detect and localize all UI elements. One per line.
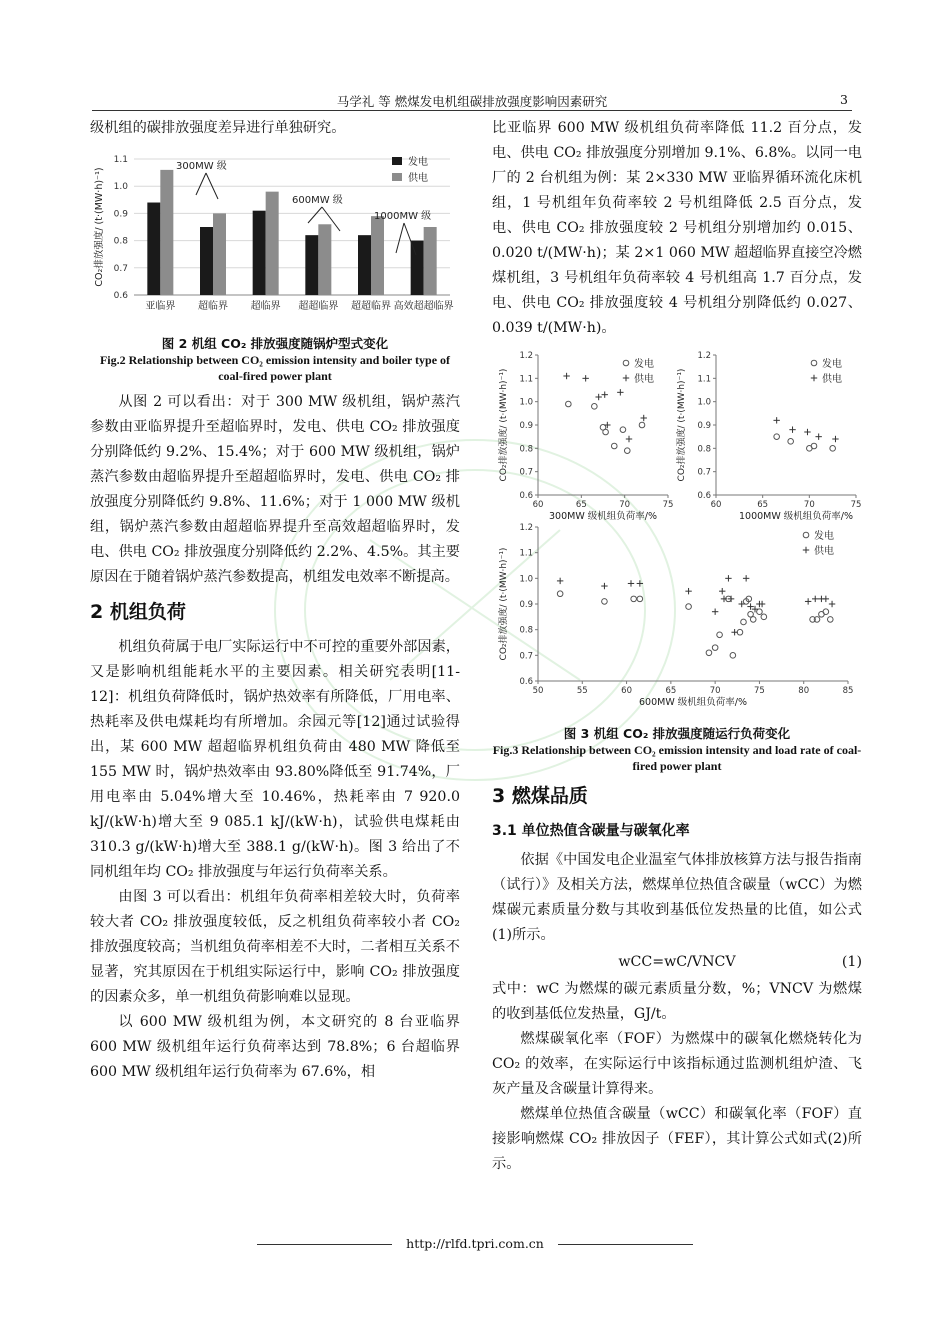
x-tick-label: 65 [665,686,677,696]
point-fadian [639,422,645,428]
point-fadian [774,434,780,440]
fig3-caption-cn: 图 3 机组 CO₂ 排放强度随运行负荷变化 [563,726,791,741]
point-gongdian [626,436,632,442]
point-gongdian [728,596,734,602]
x-axis-label: 600MW 级机组负荷率/% [639,697,747,708]
legend-marker-plus [803,547,809,553]
y-tick-label: 1.0 [519,397,533,408]
figure-2 [90,147,460,384]
footer-rule [257,1244,392,1245]
y-tick-label: 1.1 [519,374,533,385]
x-tick-label: 80 [798,686,810,696]
point-fadian [624,448,630,454]
legend-label: 供电 [634,374,654,385]
x-tick-label: 高效超超临界 [393,301,454,312]
bar-gongdian [424,227,437,295]
annotation-label: 1000MW 级 [374,211,432,222]
bar-gongdian [213,213,226,295]
formula-text: wCC=wC/VNCV [618,954,736,970]
point-fadian [620,427,626,433]
paragraph: 以 600 MW 级机组为例，本文研究的 8 台亚临界 600 MW 级机组年运行负荷率达到 78.8%；6 台超临界 600 MW 级机组年运行负荷率为 67.6%，相 [90,1014,460,1080]
annotation-pointer [404,223,416,255]
legend-label: 发电 [814,531,834,542]
point-gongdian [595,394,601,400]
x-tick-label: 70 [803,500,815,510]
paragraph: 比亚临界 600 MW 级机组负荷率降低 11.2 百分点，发电、供电 CO₂ 排放强度分别增加 9.1%、6.8%。以同一电厂的 2 台机组为例：某 2×330 MW 亚临界循环流化床机组，1 号机组年负荷率较 2 号机组降低 2.5 百分点，发电、供电 CO₂ 排放强度较 2 号机组分别增加约 0.015、0.020 t/(MW·h)；某 2×1 060 MW 超超临界直接空冷燃煤机组，3 号机组年负荷率较 4 号机组高 1.7 百分点，发电、供电 CO₂ 排放强度较 4 号机组分别降低约 0.027、0.039 t/(MW·h)。 [492,120,862,336]
fig2-bar-chart [90,147,460,327]
y-axis-label: CO₂排放强度/ (t·(MW·h)⁻¹) [94,167,105,287]
point-gongdian [829,601,835,607]
bar-fadian [358,235,371,295]
annotation-label: 300MW 级 [176,161,227,172]
point-fadian [557,591,563,597]
annotation-pointer [396,223,404,253]
point-fadian [611,443,617,449]
bar-gongdian [371,216,384,295]
point-fadian [827,617,833,623]
x-tick-label: 超临界 [198,301,228,312]
y-tick-label: 0.7 [519,651,533,662]
x-tick-label: 55 [576,686,588,696]
point-fadian [717,632,723,638]
y-tick-label: 0.7 [519,467,533,478]
point-gongdian [773,417,779,423]
point-fadian [592,404,598,410]
running-title: 马学礼 等 燃煤发电机组碳排放强度影响因素研究 [336,94,608,109]
point-gongdian [617,389,623,395]
x-tick-label: 60 [710,500,722,510]
point-fadian [603,429,609,435]
x-tick-label: 60 [621,686,632,696]
y-tick-label: 1.0 [113,182,128,193]
x-tick-label: 70 [709,686,721,696]
paragraph: 燃煤碳氧化率（FOF）为燃煤中的碳氧化燃烧转化为 CO₂ 的效率，在实际运行中该指标通过监测机组炉渣、飞灰产量及含碳量计算得来。 [492,1031,862,1097]
page-number: 3 [840,92,848,107]
bar-fadian [200,227,213,295]
y-tick-label: 0.9 [697,421,711,431]
y-tick-label: 1.1 [113,155,128,165]
legend-marker-circle [623,360,629,366]
bar-fadian [411,241,424,295]
y-tick-label: 0.6 [113,291,128,301]
y-tick-label: 1.2 [519,523,533,533]
paragraph: 依据《中国发电企业温室气体排放核算方法与报告指南（试行）》及相关方法，燃煤单位热值含碳量（wCC）为燃煤碳元素质量分数与其收到基低位发热量的比值，如公式(1)所示。 [492,852,862,943]
y-tick-label: 0.6 [519,677,533,687]
legend-marker-plus [811,375,817,381]
x-tick-label: 85 [842,686,854,696]
point-fadian [757,609,763,615]
legend-marker-circle [803,532,809,538]
point-gongdian [789,426,795,432]
x-tick-label: 75 [754,686,765,696]
point-gongdian [725,575,731,581]
point-fadian [566,401,572,407]
footer-rule [558,1244,693,1245]
point-gongdian [832,436,838,442]
paragraph: 级机组的碳排放强度差异进行单独研究。 [90,120,346,136]
point-fadian [811,443,817,449]
subsection-heading-3-1: 3.1 单位热值含碳量与碳氧化率 [492,823,690,839]
x-tick-label: 超超临界 [298,301,339,312]
legend-label: 供电 [408,173,428,184]
legend-label: 供电 [814,546,834,557]
y-axis-label: CO₂排放强度/ (t·(MW·h)⁻¹) [499,368,509,482]
x-tick-label: 60 [532,500,544,510]
x-tick-label: 75 [850,500,862,510]
y-tick-label: 0.8 [519,625,533,636]
point-gongdian [604,422,610,428]
x-tick-label: 70 [619,500,631,510]
right-column [492,116,862,1177]
y-tick-label: 1.2 [519,351,533,361]
point-fadian [737,629,743,635]
legend-swatch [392,173,402,181]
y-tick-label: 0.9 [519,421,533,431]
y-tick-label: 0.9 [519,600,533,610]
legend-marker-circle [811,360,817,366]
point-gongdian [812,596,818,602]
y-tick-label: 1.1 [519,548,533,559]
paragraph: 式中：wC 为燃煤的碳元素质量分数，%；VNCV 为燃煤的收到基低位发热量，GJ/t。 [492,981,862,1022]
point-fadian [631,596,637,602]
y-tick-label: 0.6 [697,491,711,501]
paragraph: 由图 3 可以看出：机组年负荷率相差较大时，负荷率较大者 CO₂ 排放强度较低，反之机组负荷率较小者 CO₂ 排放强度较高；当机组负荷率相差不大时，二者相互关系不显著，究其原因在于机组实际运行中，影响 CO₂ 排放强度的因素众多，单一机组负荷影响难以显现。 [90,889,460,1005]
y-tick-label: 1.2 [697,351,711,361]
fig2-caption-en: Fig.2 Relationship between CO₂ emission intensity and boiler type of coal-fired power plant [99,353,451,383]
x-tick-label: 超超临界 [351,301,391,312]
x-tick-label: 65 [757,500,769,510]
y-tick-label: 1.0 [697,397,711,408]
point-fadian [741,619,747,625]
y-axis-label: CO₂排放强度/ (t·(MW·h)⁻¹) [677,368,687,482]
running-header [92,92,852,111]
point-fadian [712,645,718,651]
point-fadian [761,614,767,620]
legend-label: 供电 [822,374,842,385]
point-fadian [788,439,794,445]
point-gongdian [563,373,569,379]
point-gongdian [739,601,745,607]
figure-3 [492,347,862,774]
point-gongdian [641,415,647,421]
legend-label: 发电 [634,359,654,370]
annotation-pointer [308,207,322,223]
point-gongdian [685,588,691,594]
point-gongdian [804,429,810,435]
y-tick-label: 1.0 [519,574,533,585]
point-gongdian [719,588,725,594]
legend-marker-plus [623,375,629,381]
section-heading-2: 2 机组负荷 [90,601,186,623]
point-fadian [686,604,692,610]
paragraph: 燃煤单位热值含碳量（wCC）和碳氧化率（FOF）直接影响燃煤 CO₂ 排放因子（FEF），其计算公式如式(2)所示。 [492,1106,862,1172]
x-axis-label: 300MW 级机组负荷率/% [549,511,657,522]
point-gongdian [712,609,718,615]
point-gongdian [815,433,821,439]
footer-url: http://rlfd.tpri.com.cn [406,1236,544,1251]
bar-fadian [305,235,318,295]
point-gongdian [582,375,588,381]
x-axis-label: 1000MW 级机组负荷率/% [738,511,854,522]
paragraph: 机组负荷属于电厂实际运行中不可控的重要外部因素，又是影响机组能耗水平的主要因素。相关研究表明[11-12]：机组负荷降低时，锅炉热效率有所降低，厂用电率、热耗率及供电煤耗均有所增加。余园元等[12]通过试验得出，某 600 MW 超超临界机组负荷由 480 MW 降低至 155 MW 时，锅炉热效率由 93.80%降低至 91.74%，厂用电率由 5.04%增大至 10.46%，热耗率由 7 920.0 kJ/(kW·h)增大至 9 085.1 kJ/(kW·h)，试验供电煤耗由 310.3 g/(kW·h)增大至 388.1 g/(kW·h)。图 3 给出了不同机组年均 CO₂ 排放强度与年运行负荷率关系。 [90,639,460,880]
x-tick-label: 亚临界 [145,301,176,312]
point-gongdian [805,598,811,604]
fig2-caption-cn: 图 2 机组 CO₂ 排放强度随锅炉型式变化 [161,336,389,351]
bar-gongdian [318,224,331,295]
point-fadian [823,609,829,615]
point-fadian [706,650,712,656]
point-gongdian [731,629,737,635]
bar-fadian [147,203,160,295]
point-gongdian [743,575,749,581]
fig3-scatter-charts [492,347,862,717]
legend-label: 发电 [408,157,428,168]
annotation-label: 600MW 级 [292,195,343,206]
y-tick-label: 0.6 [519,491,533,501]
x-tick-label: 超临界 [250,301,281,312]
bar-gongdian [266,192,279,295]
y-axis-label: CO₂排放强度/ (t·(MW·h)⁻¹) [499,547,509,661]
x-tick-label: 65 [575,500,587,510]
y-tick-label: 0.8 [697,444,711,455]
x-tick-label: 50 [532,686,544,696]
formula-number: (1) [841,954,862,970]
point-fadian [830,446,836,452]
point-gongdian [557,578,563,584]
paragraph: 从图 2 可以看出：对于 300 MW 级机组，锅炉蒸汽参数由亚临界提升至超临界时，发电、供电 CO₂ 排放强度分别降低约 9.2%、15.4%；对于 600 MW 级机组，锅炉蒸汽参数由超临界提升至超超临界时，发电、供电 CO₂ 排放强度分别降低约 9.8%、11.6%；对于 1 000 MW 级机组，锅炉蒸汽参数由超超临界提升至高效超超临界时，发电、供电 CO₂ 排放强度分别降低约 2.2%、4.5%。其主要原因在于随着锅炉蒸汽参数提高，机组发电效率不断提高。 [90,394,460,585]
point-fadian [637,596,643,602]
footer [0,1236,950,1251]
legend-swatch [392,157,402,165]
annotation-pointer [196,173,206,195]
point-gongdian [637,580,643,586]
y-tick-label: 0.9 [113,209,128,220]
point-fadian [730,653,736,659]
y-tick-label: 0.8 [113,236,128,247]
point-gongdian [628,580,634,586]
x-tick-label: 75 [662,500,674,510]
formula-1 [492,950,862,975]
bar-gongdian [160,170,173,295]
section-heading-3: 3 燃煤品质 [492,785,588,807]
y-tick-label: 0.7 [697,467,711,478]
legend-label: 发电 [822,359,842,370]
left-column [90,116,460,1085]
y-tick-label: 0.7 [113,263,128,274]
point-fadian [602,599,608,605]
y-tick-label: 0.8 [519,444,533,455]
y-tick-label: 1.1 [697,374,711,385]
fig3-caption-en: Fig.3 Relationship between CO₂ emission intensity and load rate of coal-fired power plant [492,743,862,773]
bar-fadian [253,211,266,295]
point-gongdian [602,391,608,397]
point-gongdian [601,583,607,589]
point-gongdian [823,596,829,602]
point-fadian [750,617,756,623]
